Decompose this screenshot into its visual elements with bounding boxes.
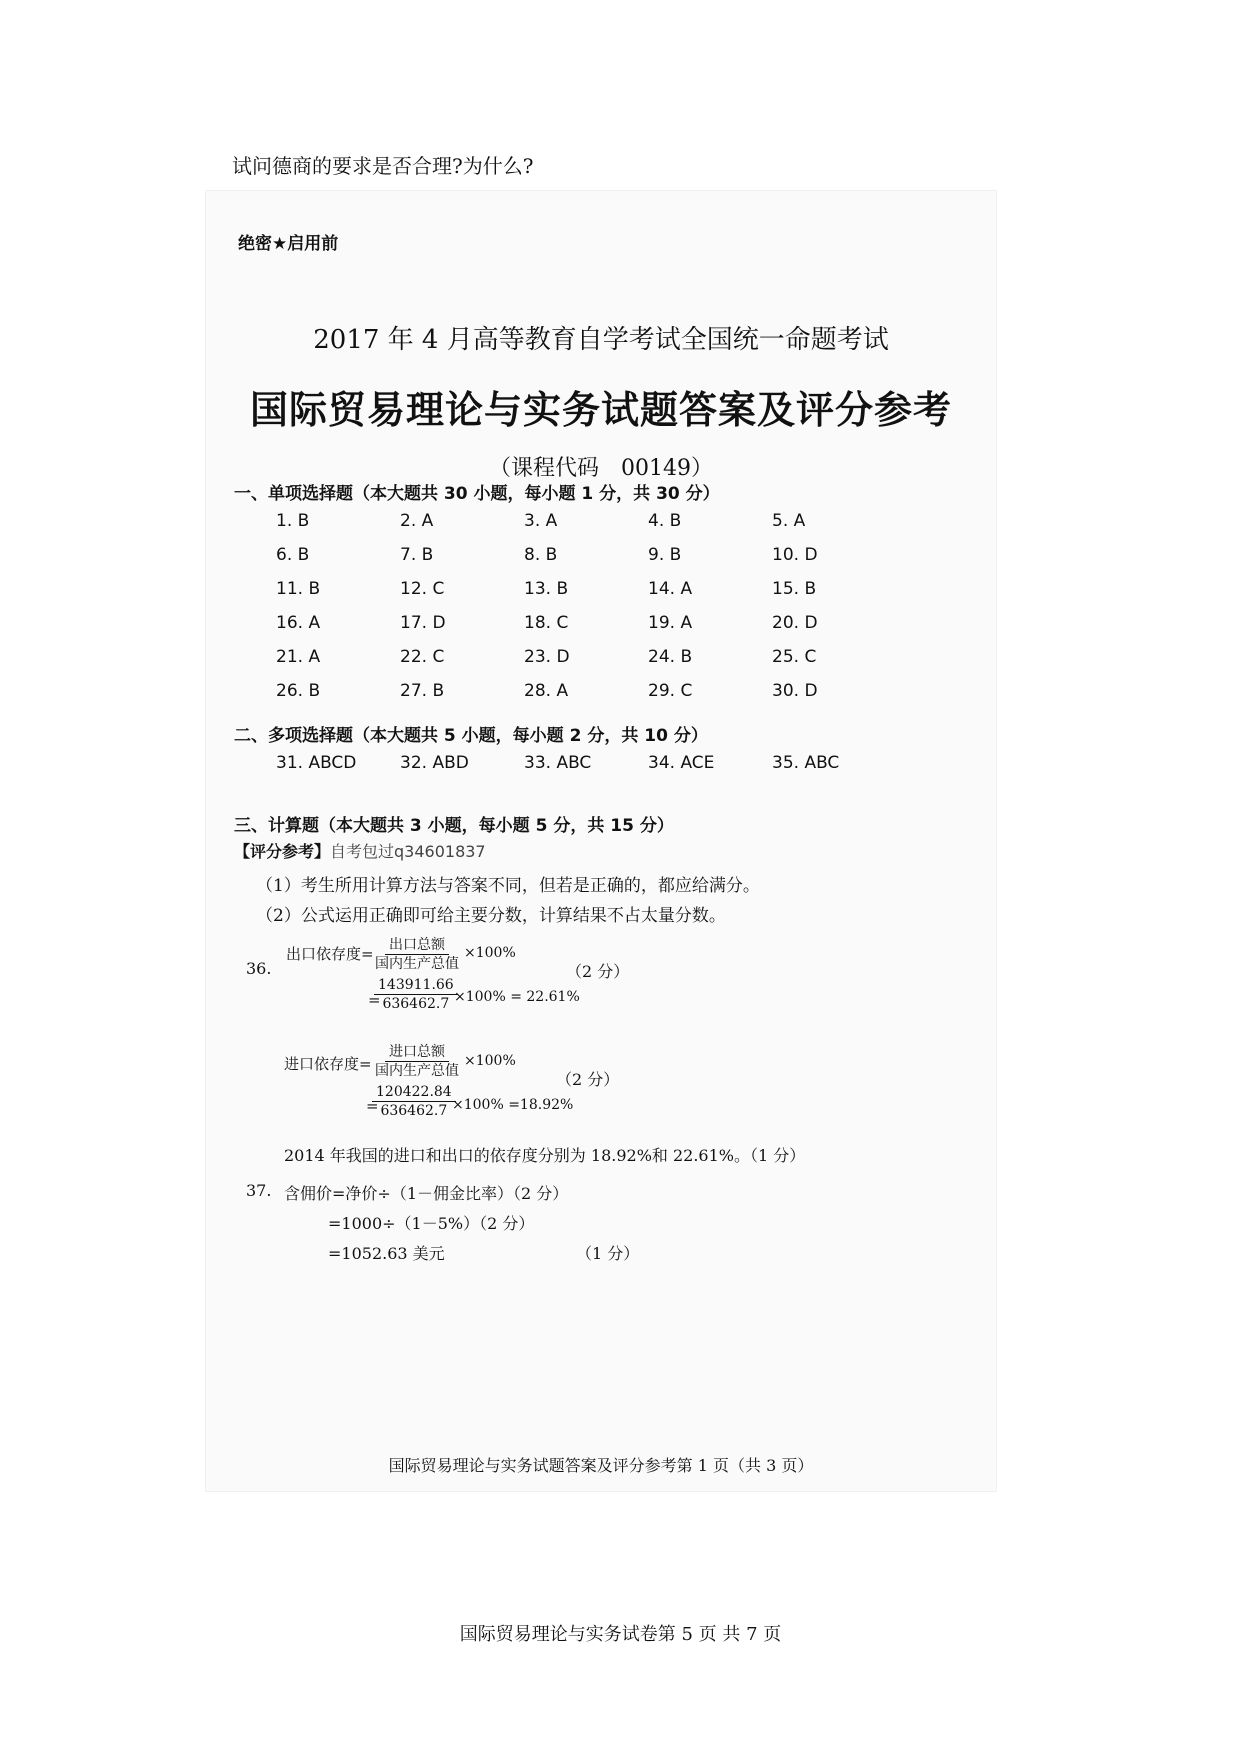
single-choice-answer: 17. D (400, 613, 446, 633)
export-calc-denominator: 636462.7 (382, 996, 450, 1012)
main-title: 国际贸易理论与实务试题答案及评分参考 (249, 387, 952, 432)
grading-note-label: 【评分参考】 (234, 842, 331, 861)
single-choice-answer: 23. D (524, 647, 570, 667)
grading-rule-2: （2）公式运用正确即可给主要分数，计算结果不占太量分数。 (256, 906, 726, 926)
question-37-line-2: =1000÷（1－5%）（2 分） (328, 1214, 535, 1233)
grading-rule-1: （1）考生所用计算方法与答案不同，但若是正确的，都应给满分。 (256, 876, 760, 896)
single-choice-answer: 6. B (276, 545, 310, 565)
import-dependency-label: 进口依存度= (284, 1055, 372, 1073)
single-choice-answer: 12. C (400, 579, 445, 599)
multiple-choice-answer: 34. ACE (648, 753, 715, 773)
import-calc-denominator: 636462.7 (380, 1103, 448, 1119)
section3-title: 三、计算题（本大题共 3 小题，每小题 5 分，共 15 分） (234, 816, 674, 836)
single-choice-answer: 24. B (648, 647, 693, 667)
section1-title: 一、单项选择题（本大题共 30 小题，每小题 1 分，共 30 分） (234, 484, 720, 504)
question-37-score: （1 分） (576, 1244, 640, 1263)
import-calc-fraction (372, 1083, 456, 1120)
export-numerator: 出口总额 (385, 936, 449, 955)
export-equals: = (368, 991, 381, 1009)
question-36-number: 36. (246, 959, 272, 978)
question-37-line-3: =1052.63 美元 (328, 1244, 445, 1263)
export-dependency-label: 出口依存度= (286, 945, 374, 963)
export-calc-numerator: 143911.66 (374, 976, 458, 995)
single-choice-answer: 15. B (772, 579, 817, 599)
import-score: （2 分） (556, 1070, 620, 1089)
scanned-answer-sheet (205, 190, 997, 1492)
import-result: ×100% =18.92% (452, 1097, 574, 1113)
single-choice-answer: 7. B (400, 545, 434, 565)
confidential-label: 绝密★启用前 (238, 234, 339, 254)
export-score: （2 分） (566, 962, 630, 981)
single-choice-answer: 4. B (648, 511, 682, 531)
single-choice-answer: 29. C (648, 681, 693, 701)
single-choice-answer: 16. A (276, 613, 321, 633)
import-numerator: 进口总额 (385, 1043, 449, 1062)
single-choice-answer: 28. A (524, 681, 569, 701)
question-37-number: 37. (246, 1181, 272, 1200)
single-choice-answer: 11. B (276, 579, 321, 599)
multiple-choice-answer: 31. ABCD (276, 753, 357, 773)
export-calc-fraction (374, 976, 458, 1013)
section2-title: 二、多项选择题（本大题共 5 小题，每小题 2 分，共 10 分） (234, 726, 708, 746)
single-choice-answer: 26. B (276, 681, 321, 701)
single-choice-answer: 27. B (400, 681, 445, 701)
single-choice-answer: 21. A (276, 647, 321, 667)
single-choice-answer: 19. A (648, 613, 693, 633)
export-times-100: ×100% (464, 945, 516, 961)
multiple-choice-answer: 32. ABD (400, 753, 469, 773)
import-times-100: ×100% (464, 1053, 516, 1069)
question-37-line-1: 含佣价=净价÷（1－佣金比率）（2 分） (284, 1184, 569, 1203)
single-choice-answer: 10. D (772, 545, 818, 565)
watermark-text: 自考包过q34601837 (330, 842, 486, 861)
import-calc-numerator: 120422.84 (372, 1083, 456, 1102)
single-choice-answer: 20. D (772, 613, 818, 633)
single-choice-answer: 1. B (276, 511, 310, 531)
single-choice-answer: 5. A (772, 511, 806, 531)
export-denominator: 国内生产总值 (375, 956, 459, 972)
question-text: 试问德商的要求是否合理?为什么? (232, 154, 534, 178)
import-denominator: 国内生产总值 (375, 1063, 459, 1079)
import-equals: = (366, 1097, 379, 1115)
exam-title: 2017 年 4 月高等教育自学考试全国统一命题考试 (313, 325, 889, 355)
export-result: ×100% = 22.61% (454, 989, 580, 1005)
single-choice-answer: 14. A (648, 579, 693, 599)
single-choice-answer: 9. B (648, 545, 682, 565)
import-formula-fraction (371, 1043, 463, 1080)
scan-footer: 国际贸易理论与实务试题答案及评分参考第 1 页（共 3 页） (388, 1456, 814, 1475)
question-36-conclusion: 2014 年我国的进口和出口的依存度分别为 18.92%和 22.61%。（1 分） (284, 1146, 806, 1165)
single-choice-answer: 3. A (524, 511, 558, 531)
single-choice-answer: 13. B (524, 579, 569, 599)
grading-note-heading (234, 839, 486, 862)
export-formula-fraction (371, 936, 463, 973)
multiple-choice-answer: 33. ABC (524, 753, 592, 773)
single-choice-answer: 18. C (524, 613, 569, 633)
single-choice-answer: 2. A (400, 511, 434, 531)
single-choice-answer: 30. D (772, 681, 818, 701)
single-choice-answer: 8. B (524, 545, 558, 565)
single-choice-answer: 25. C (772, 647, 817, 667)
course-code: （课程代码 00149） (489, 456, 713, 481)
single-choice-answer: 22. C (400, 647, 445, 667)
section2-answers (276, 751, 896, 775)
multiple-choice-answer: 35. ABC (772, 753, 840, 773)
section1-answers (276, 509, 896, 703)
page-footer: 国际贸易理论与实务试卷第 5 页 共 7 页 (459, 1624, 782, 1645)
